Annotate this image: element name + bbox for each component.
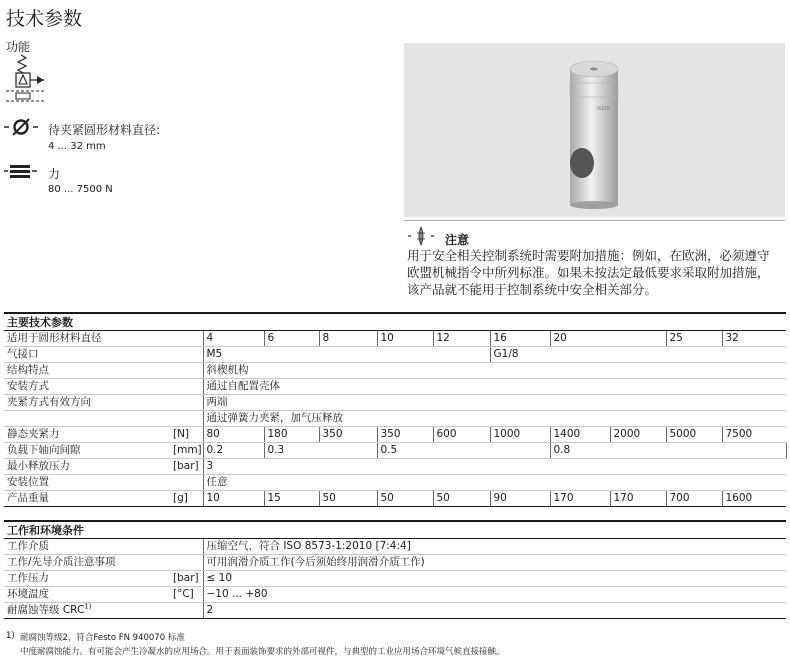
force-cell: 600 bbox=[433, 427, 490, 443]
table-row bbox=[4, 539, 786, 555]
table-row bbox=[4, 363, 786, 379]
footnote-line-1: 耐腐蚀等级2，符合Festo FN 940070 标准 bbox=[20, 633, 185, 643]
force-cell: 7500 bbox=[722, 427, 786, 443]
function-label: 功能 bbox=[6, 40, 31, 54]
row-label: 安装位置 bbox=[4, 475, 170, 491]
unit-cell bbox=[170, 603, 203, 619]
force-cell: 80 bbox=[203, 427, 264, 443]
value-cell: −10 ... +80 bbox=[203, 587, 786, 603]
port-cell: M5 bbox=[203, 347, 490, 363]
product-brand-label: FESTO bbox=[597, 106, 610, 111]
clamp-diameter-value: 4 ... 32 mm bbox=[48, 141, 106, 152]
force-cell: 350 bbox=[377, 427, 433, 443]
product-image bbox=[404, 43, 785, 217]
env-spec-table bbox=[4, 522, 786, 619]
main-table-title: 主要技术参数 bbox=[4, 314, 786, 331]
row-label: 结构特点 bbox=[4, 363, 170, 379]
weight-cell: 50 bbox=[319, 491, 377, 507]
force-cell: 2000 bbox=[610, 427, 666, 443]
weight-cell: 700 bbox=[666, 491, 722, 507]
table-row bbox=[4, 587, 786, 603]
direction-cell: 两端 bbox=[203, 395, 786, 411]
unit-cell bbox=[170, 555, 203, 571]
diameter-cell: 16 bbox=[490, 331, 550, 347]
diameter-cell: 6 bbox=[264, 331, 319, 347]
play-cell: 0.8 bbox=[550, 443, 786, 459]
diameter-cell: 8 bbox=[319, 331, 377, 347]
page-title: 技术参数 bbox=[6, 8, 83, 30]
unit-cell: [mm] bbox=[170, 443, 203, 459]
mounting-cell: 通过自配置壳体 bbox=[203, 379, 786, 395]
row-label: 静态夹紧力 bbox=[4, 427, 170, 443]
force-cell: 350 bbox=[319, 427, 377, 443]
table-row bbox=[4, 571, 786, 587]
row-label: 气接口 bbox=[4, 347, 170, 363]
force-cell: 1000 bbox=[490, 427, 550, 443]
diameter-cell: 4 bbox=[203, 331, 264, 347]
table-row bbox=[4, 491, 786, 507]
diameter-cell: 32 bbox=[722, 331, 786, 347]
value-cell: 可用润滑介质工作(今后须始终用润滑介质工作) bbox=[203, 555, 786, 571]
note-divider bbox=[404, 220, 785, 221]
position-cell: 任意 bbox=[203, 475, 786, 491]
row-label: 环境温度 bbox=[4, 587, 170, 603]
force-cell: 180 bbox=[264, 427, 319, 443]
table-row bbox=[4, 443, 786, 459]
force-value: 80 ... 7500 N bbox=[48, 184, 113, 195]
pressure-cell: 3 bbox=[203, 459, 786, 475]
table-row bbox=[4, 427, 786, 443]
design-cell: 斜楔机构 bbox=[203, 363, 786, 379]
table-row bbox=[4, 603, 786, 619]
weight-cell: 50 bbox=[433, 491, 490, 507]
table-row bbox=[4, 555, 786, 571]
weight-cell: 10 bbox=[203, 491, 264, 507]
play-cell: 0.5 bbox=[377, 443, 550, 459]
unit-cell: [N] bbox=[170, 427, 203, 443]
weight-cell: 90 bbox=[490, 491, 550, 507]
footnote-marker: 1) bbox=[6, 631, 15, 641]
weight-cell: 1600 bbox=[722, 491, 786, 507]
caution-icon bbox=[408, 225, 438, 247]
note-body bbox=[407, 247, 787, 298]
table-row bbox=[4, 331, 786, 347]
force-cell: 5000 bbox=[666, 427, 722, 443]
pneumatic-function-symbol-icon bbox=[4, 53, 48, 109]
diameter-cell: 10 bbox=[377, 331, 433, 347]
value-cell: 2 bbox=[203, 603, 786, 619]
row-label: 夹紧方式有效方向 bbox=[4, 395, 170, 411]
row-label: 工作压力 bbox=[4, 571, 170, 587]
table-row bbox=[4, 395, 786, 411]
unit-cell: [g] bbox=[170, 491, 203, 507]
weight-cell: 170 bbox=[550, 491, 610, 507]
table-row bbox=[4, 411, 786, 427]
row-label: 最小释放压力 bbox=[4, 459, 170, 475]
note-line: 用于安全相关控制系统时需要附加措施：例如，在欧洲，必须遵守 bbox=[407, 248, 770, 263]
note-line: 欧盟机械指令中所列标准。如果未按法定最低要求采取附加措施， bbox=[407, 265, 770, 280]
unit-cell: [bar] bbox=[170, 571, 203, 587]
table-title-row bbox=[4, 522, 786, 539]
unit-cell: [°C] bbox=[170, 587, 203, 603]
table-row bbox=[4, 475, 786, 491]
diameter-cell bbox=[610, 331, 666, 347]
force-icon bbox=[4, 163, 40, 179]
port-cell: G1/8 bbox=[490, 347, 786, 363]
force-cell: 1400 bbox=[550, 427, 610, 443]
diameter-cell: 20 bbox=[550, 331, 610, 347]
diameter-cell: 12 bbox=[433, 331, 490, 347]
table-row bbox=[4, 459, 786, 475]
weight-cell: 170 bbox=[610, 491, 666, 507]
table-row bbox=[4, 379, 786, 395]
value-cell: 压缩空气，符合 ISO 8573-1:2010 [7:4:4] bbox=[203, 539, 786, 555]
main-spec-table bbox=[4, 314, 786, 507]
diameter-cell: 25 bbox=[666, 331, 722, 347]
footnote-line-2: 中度耐腐蚀能力。有可能会产生冷凝水的应用场合。用于表面装饰要求的外部可视件，与典型的工业应用场合环境气候直接接触。 bbox=[20, 647, 505, 657]
table-row bbox=[4, 347, 786, 363]
unit-cell: [bar] bbox=[170, 459, 203, 475]
row-label: 安装方式 bbox=[4, 379, 170, 395]
footnote-ref: 1) bbox=[84, 602, 92, 611]
play-cell: 0.3 bbox=[264, 443, 377, 459]
note-title: 注意 bbox=[445, 233, 470, 247]
unit-cell bbox=[170, 539, 203, 555]
row-label: 适用于圆形材料直径 bbox=[4, 331, 170, 347]
direction-cell: 通过弹簧力夹紧，加气压释放 bbox=[203, 411, 786, 427]
clamping-cartridge-illustration bbox=[404, 43, 785, 217]
row-label: 工作介质 bbox=[4, 539, 170, 555]
row-label: 工作/先导介质注意事项 bbox=[4, 555, 170, 571]
table-title-row bbox=[4, 314, 786, 331]
env-table-title: 工作和环境条件 bbox=[4, 522, 786, 539]
note-line: 该产品就不能用于控制系统中安全相关部分。 bbox=[407, 282, 658, 297]
weight-cell: 15 bbox=[264, 491, 319, 507]
row-label bbox=[4, 603, 170, 619]
play-cell: 0.2 bbox=[203, 443, 264, 459]
row-label: 产品重量 bbox=[4, 491, 170, 507]
diameter-icon bbox=[4, 118, 40, 136]
value-cell: ≤ 10 bbox=[203, 571, 786, 587]
row-label: 负载下轴向间隙 bbox=[4, 443, 170, 459]
crc-label: 耐腐蚀等级 CRC bbox=[7, 604, 85, 616]
force-label: 力 bbox=[48, 167, 61, 181]
weight-cell: 50 bbox=[377, 491, 433, 507]
clamp-diameter-label: 待夹紧圆形材料直径: bbox=[48, 123, 161, 137]
